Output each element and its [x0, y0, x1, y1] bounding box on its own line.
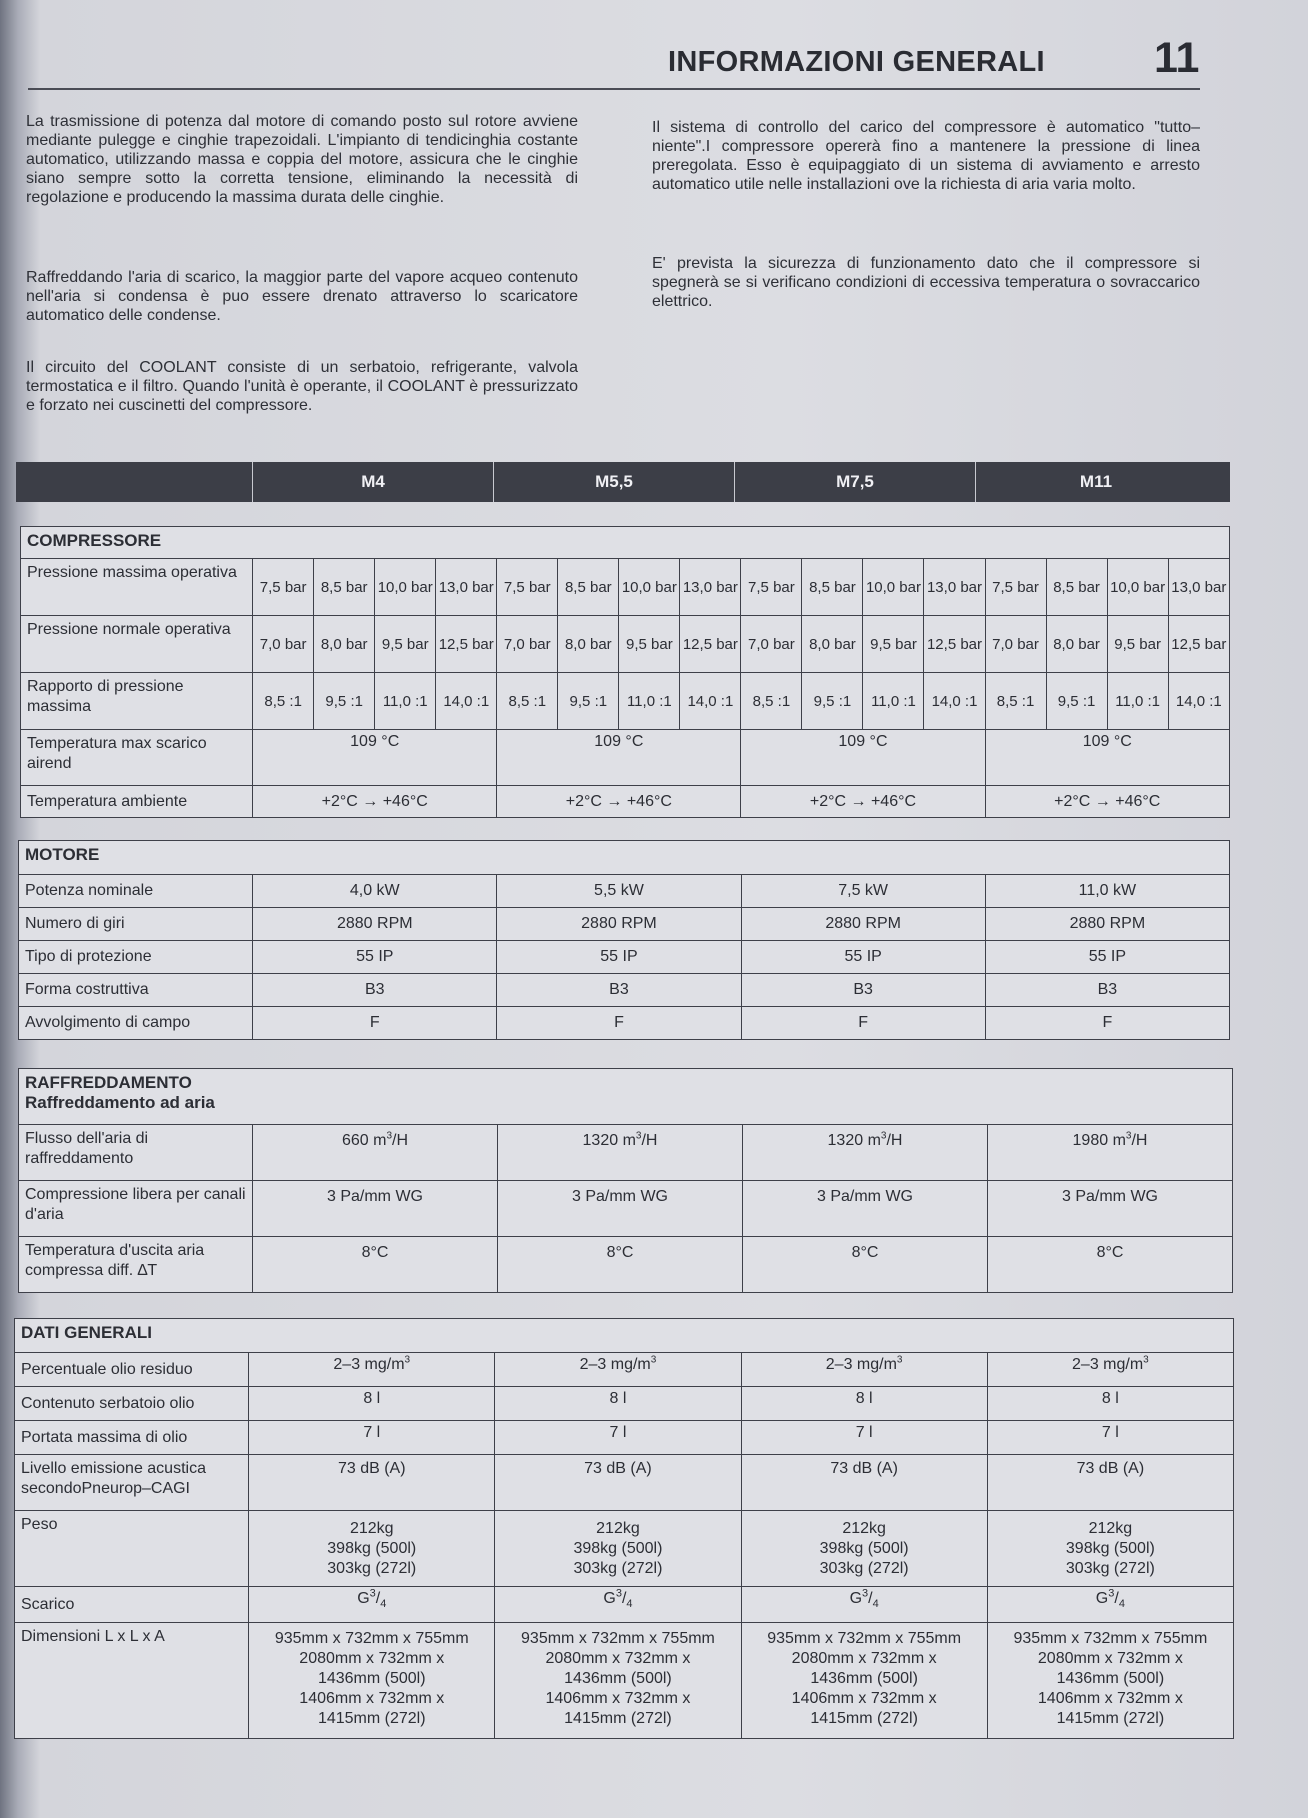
normal-pressure-value: 7,0 bar [253, 616, 314, 673]
pressure-ratio-value: 14,0 :1 [924, 673, 985, 730]
raffreddamento-title: RAFFREDDAMENTO [25, 1073, 192, 1092]
ambient-temp-value: +2°C → +46°C [497, 786, 741, 818]
oil-tank-value: 8 l [987, 1387, 1233, 1421]
raffreddamento-table [18, 1068, 1233, 1293]
oil-flow-value: 7 l [249, 1421, 495, 1455]
oil-flow-value: 7 l [495, 1421, 741, 1455]
dimensions-line: 935mm x 732mm x 755mm [1013, 1630, 1208, 1647]
dimensions-line: 2080mm x 732mm x [1037, 1650, 1183, 1667]
max-pressure-value: 10,0 bar [375, 559, 436, 616]
outlet-value [495, 1587, 741, 1623]
header-rule [28, 88, 1200, 90]
outlet-denominator: 4 [1118, 1598, 1125, 1611]
oil-flow-label: Portata massima di olio [15, 1421, 249, 1455]
airflow-value [253, 1125, 498, 1181]
residual-oil-text: 2–3 mg/m [579, 1356, 651, 1373]
residual-oil-value [495, 1353, 741, 1387]
airflow-value [988, 1125, 1233, 1181]
ambient-temp-label: Temperatura ambiente [21, 786, 253, 818]
dimensions-line: 1415mm (272l) [810, 1710, 918, 1727]
field-winding-label: Avvolgimento di campo [19, 1007, 253, 1040]
max-pressure-value: 7,5 bar [741, 559, 802, 616]
dimensions-line: 935mm x 732mm x 755mm [767, 1630, 962, 1647]
model-m5-5: M5,5 [494, 462, 735, 502]
residual-oil-exponent: 3 [896, 1354, 903, 1366]
weight-line: 212kg [349, 1519, 394, 1537]
field-winding-value: F [985, 1007, 1229, 1040]
page-title: INFORMAZIONI GENERALI [668, 46, 1045, 78]
weight-value [249, 1511, 495, 1587]
residual-oil-text: 2–3 mg/m [1072, 1356, 1144, 1373]
dimensions-value [741, 1623, 987, 1739]
outlet-denominator: 4 [380, 1598, 387, 1611]
protection-type-value: 55 IP [497, 941, 741, 974]
construction-form-value: B3 [741, 974, 985, 1007]
dimensions-label: Dimensioni L x L x A [15, 1623, 249, 1739]
max-pressure-value: 7,5 bar [497, 559, 558, 616]
airflow-value [498, 1125, 743, 1181]
airflow-unit-exponent: 3 [635, 1130, 642, 1142]
dimensions-value [987, 1623, 1233, 1739]
model-m11: M11 [1079, 472, 1113, 491]
dimensions-line: 1406mm x 732mm x [791, 1690, 937, 1707]
paragraph-condensate: Raffreddando l'aria di scarico, la maggior parte del vapore acqueo contenuto nell'aria si condensa è puo essere drenato attraverso lo scaricatore automatico delle condense. [26, 269, 578, 324]
ambient-temp-value: +2°C → +46°C [985, 786, 1229, 818]
protection-type-value: 55 IP [253, 941, 497, 974]
ambient-temp-value: +2°C → +46°C [741, 786, 985, 818]
max-temp-value: 109 °C [985, 730, 1229, 786]
motore-section-title: MOTORE [19, 841, 1230, 875]
oil-tank-value: 8 l [741, 1387, 987, 1421]
max-pressure-value: 13,0 bar [1168, 559, 1229, 616]
airflow-unit-exponent: 3 [1125, 1130, 1132, 1142]
construction-form-label: Forma costruttiva [19, 974, 253, 1007]
pressure-ratio-value: 8,5 :1 [497, 673, 558, 730]
weight-value [987, 1511, 1233, 1587]
normal-pressure-value: 9,5 bar [1107, 616, 1168, 673]
rated-power-label: Potenza nominale [19, 875, 253, 908]
oil-tank-label: Contenuto serbatoio olio [15, 1387, 249, 1421]
normal-pressure-value: 12,5 bar [1168, 616, 1229, 673]
weight-value [741, 1511, 987, 1587]
dimensions-line: 1415mm (272l) [564, 1710, 672, 1727]
outlet-thread: G [357, 1590, 370, 1607]
weight-line: 303kg (272l) [819, 1559, 909, 1577]
dimensions-line: 1436mm (500l) [810, 1670, 918, 1687]
ambient-temp-value: +2°C → +46°C [253, 786, 497, 818]
paragraph-coolant: Il circuito del COOLANT consiste di un serbatoio, refrigerante, valvola termostatica e il filtro. Quando l'unità è operante, il COOLANT è pressurizzato e forzato nei cuscinetti del compressore. [26, 359, 578, 414]
max-pressure-value: 8,5 bar [314, 559, 375, 616]
normal-pressure-value: 8,0 bar [1046, 616, 1107, 673]
residual-oil-exponent: 3 [650, 1354, 657, 1366]
rpm-value: 2880 RPM [253, 908, 497, 941]
max-pressure-value: 8,5 bar [1046, 559, 1107, 616]
normal-pressure-value: 8,0 bar [314, 616, 375, 673]
weight-line: 303kg (272l) [1065, 1559, 1155, 1577]
dimensions-line: 2080mm x 732mm x [791, 1650, 937, 1667]
dati-generali-table [14, 1318, 1234, 1739]
outlet-temp-label: Temperatura d'uscita aria compressa diff. ∆T [19, 1237, 253, 1293]
airflow-unit-suffix: /H [641, 1132, 658, 1149]
normal-pressure-value: 9,5 bar [375, 616, 436, 673]
construction-form-value: B3 [253, 974, 497, 1007]
rpm-value: 2880 RPM [497, 908, 741, 941]
outlet-value [741, 1587, 987, 1623]
residual-oil-exponent: 3 [1143, 1354, 1149, 1366]
dimensions-value [495, 1623, 741, 1739]
airflow-unit-exponent: 3 [386, 1130, 393, 1142]
dimensions-value [249, 1623, 495, 1739]
outlet-fraction-bar: / [621, 1590, 627, 1607]
dimensions-line: 935mm x 732mm x 755mm [274, 1630, 469, 1647]
free-compression-value: 3 Pa/mm WG [498, 1181, 743, 1237]
protection-type-value: 55 IP [741, 941, 985, 974]
weight-line: 398kg (500l) [327, 1539, 417, 1557]
outlet-denominator: 4 [626, 1598, 633, 1611]
normal-pressure-value: 8,0 bar [558, 616, 619, 673]
compressore-table [20, 526, 1230, 818]
pressure-ratio-value: 9,5 :1 [1046, 673, 1107, 730]
airflow-label: Flusso dell'aria di raffreddamento [19, 1125, 253, 1181]
raffreddamento-subtitle: Raffreddamento ad aria [25, 1093, 215, 1112]
oil-tank-value: 8 l [495, 1387, 741, 1421]
airflow-number: 1320 [582, 1132, 619, 1149]
airflow-unit-suffix: /H [392, 1132, 409, 1149]
normal-pressure-value: 7,0 bar [985, 616, 1046, 673]
residual-oil-value [741, 1353, 987, 1387]
max-pressure-value: 10,0 bar [619, 559, 680, 616]
normal-pressure-value: 12,5 bar [924, 616, 985, 673]
weight-line: 398kg (500l) [1065, 1539, 1155, 1557]
max-pressure-value: 8,5 bar [802, 559, 863, 616]
outlet-denominator: 4 [872, 1598, 879, 1611]
outlet-value [987, 1587, 1233, 1623]
dati-generali-section-title: DATI GENERALI [15, 1319, 1234, 1353]
max-pressure-value: 13,0 bar [436, 559, 497, 616]
field-winding-value: F [253, 1007, 497, 1040]
normal-pressure-value: 7,0 bar [741, 616, 802, 673]
weight-line: 398kg (500l) [573, 1539, 663, 1557]
outlet-numerator: 3 [1108, 1587, 1115, 1600]
construction-form-value: B3 [985, 974, 1229, 1007]
max-pressure-value: 13,0 bar [924, 559, 985, 616]
pressure-ratio-value: 14,0 :1 [436, 673, 497, 730]
weight-line: 398kg (500l) [819, 1539, 909, 1557]
airflow-unit-exponent: 3 [880, 1130, 887, 1142]
outlet-fraction-bar: / [375, 1590, 381, 1607]
noise-value: 73 dB (A) [249, 1455, 495, 1511]
dimensions-line: 1415mm (272l) [317, 1710, 426, 1727]
outlet-fraction-bar: / [1114, 1590, 1119, 1607]
max-temp-value: 109 °C [497, 730, 741, 786]
normal-pressure-value: 12,5 bar [436, 616, 497, 673]
weight-line: 303kg (272l) [573, 1559, 663, 1577]
oil-flow-value: 7 l [741, 1421, 987, 1455]
dimensions-line: 1436mm (500l) [564, 1670, 672, 1687]
oil-tank-value: 8 l [249, 1387, 495, 1421]
normal-pressure-label: Pressione normale operativa [21, 616, 253, 673]
noise-value: 73 dB (A) [987, 1455, 1233, 1511]
outlet-thread: G [1095, 1590, 1109, 1607]
rpm-value: 2880 RPM [985, 908, 1229, 941]
max-pressure-value: 13,0 bar [680, 559, 741, 616]
airflow-unit: m [622, 1132, 636, 1149]
compressore-section-title: COMPRESSORE [21, 527, 1230, 559]
noise-value: 73 dB (A) [741, 1455, 987, 1511]
page-number: 11 [1154, 34, 1200, 82]
pressure-ratio-value: 9,5 :1 [558, 673, 619, 730]
normal-pressure-value: 9,5 bar [863, 616, 924, 673]
pressure-ratio-value: 11,0 :1 [1107, 673, 1168, 730]
max-pressure-label: Pressione massima operativa [21, 559, 253, 616]
pressure-ratio-value: 14,0 :1 [1168, 673, 1229, 730]
model-m7-5: M7,5 [735, 462, 976, 502]
rated-power-value: 4,0 kW [253, 875, 497, 908]
noise-label: Livello emissione acustica secondoPneurop–CAGI [15, 1455, 249, 1511]
max-temp-value: 109 °C [741, 730, 985, 786]
residual-oil-text: 2–3 mg/m [333, 1356, 405, 1373]
protection-type-label: Tipo di protezione [19, 941, 253, 974]
dimensions-line: 1406mm x 732mm x [1037, 1690, 1183, 1707]
normal-pressure-value: 9,5 bar [619, 616, 680, 673]
pressure-ratio-value: 14,0 :1 [680, 673, 741, 730]
dimensions-line: 1406mm x 732mm x [299, 1690, 445, 1707]
max-pressure-value: 8,5 bar [558, 559, 619, 616]
max-pressure-value: 10,0 bar [1107, 559, 1168, 616]
max-temp-label: Temperatura max scarico airend [21, 730, 253, 786]
model-bar-spacer [16, 462, 253, 502]
noise-value: 73 dB (A) [495, 1455, 741, 1511]
dimensions-line: 2080mm x 732mm x [299, 1650, 445, 1667]
protection-type-value: 55 IP [985, 941, 1229, 974]
airflow-unit: m [867, 1132, 881, 1149]
weight-value [495, 1511, 741, 1587]
pressure-ratio-value: 9,5 :1 [314, 673, 375, 730]
outlet-numerator: 3 [369, 1587, 376, 1600]
construction-form-value: B3 [497, 974, 741, 1007]
max-temp-value: 109 °C [253, 730, 497, 786]
pressure-ratio-value: 8,5 :1 [985, 673, 1046, 730]
airflow-value [743, 1125, 988, 1181]
model-header-bar [16, 462, 1230, 502]
outlet-fraction-bar: / [868, 1590, 873, 1607]
weight-line: 212kg [596, 1519, 640, 1537]
pressure-ratio-value: 11,0 :1 [619, 673, 680, 730]
dimensions-line: 1436mm (500l) [317, 1670, 426, 1687]
field-winding-value: F [741, 1007, 985, 1040]
airflow-number: 660 [341, 1132, 369, 1149]
outlet-label: Scarico [15, 1587, 249, 1623]
weight-line: 212kg [842, 1519, 886, 1537]
airflow-unit: m [1112, 1132, 1126, 1149]
pressure-ratio-value: 11,0 :1 [375, 673, 436, 730]
weight-line: 303kg (272l) [327, 1559, 417, 1577]
dimensions-line: 1406mm x 732mm x [545, 1690, 691, 1707]
raffreddamento-section-title [19, 1069, 1233, 1125]
motore-table [18, 840, 1230, 1040]
residual-oil-value [987, 1353, 1233, 1387]
pressure-ratio-value: 8,5 :1 [741, 673, 802, 730]
residual-oil-label: Percentuale olio residuo [15, 1353, 249, 1387]
dimensions-line: 935mm x 732mm x 755mm [521, 1630, 715, 1647]
oil-flow-value: 7 l [987, 1421, 1233, 1455]
model-m4: M4 [253, 462, 494, 502]
airflow-number: 1320 [827, 1132, 864, 1149]
pressure-ratio-value: 9,5 :1 [802, 673, 863, 730]
normal-pressure-value: 12,5 bar [680, 616, 741, 673]
rated-power-value: 5,5 kW [497, 875, 741, 908]
residual-oil-text: 2–3 mg/m [825, 1356, 897, 1373]
airflow-number: 1980 [1072, 1132, 1109, 1149]
pressure-ratio-value: 8,5 :1 [253, 673, 314, 730]
outlet-value [249, 1587, 495, 1623]
airflow-unit: m [373, 1132, 387, 1149]
pressure-ratio-label: Rapporto di pressione massima [21, 673, 253, 730]
airflow-unit-suffix: /H [886, 1132, 903, 1149]
max-pressure-value: 7,5 bar [985, 559, 1046, 616]
airflow-unit-suffix: /H [1131, 1132, 1148, 1149]
dimensions-line: 2080mm x 732mm x [545, 1650, 691, 1667]
dimensions-line: 1436mm (500l) [1056, 1670, 1165, 1687]
pressure-ratio-value: 11,0 :1 [863, 673, 924, 730]
max-pressure-value: 10,0 bar [863, 559, 924, 616]
outlet-thread: G [849, 1590, 863, 1607]
rated-power-value: 11,0 kW [985, 875, 1229, 908]
max-pressure-value: 7,5 bar [253, 559, 314, 616]
outlet-temp-value: 8°C [988, 1237, 1233, 1293]
weight-line: 212kg [1088, 1519, 1133, 1537]
free-compression-label: Compressione libera per canali d'aria [19, 1181, 253, 1237]
rated-power-value: 7,5 kW [741, 875, 985, 908]
free-compression-value: 3 Pa/mm WG [988, 1181, 1233, 1237]
normal-pressure-value: 8,0 bar [802, 616, 863, 673]
paragraph-belt-drive: La trasmissione di potenza dal motore di comando posto sul rotore avviene mediante pulegge e cinghie trapezoidali. L'impianto di tendicinghia costante automatico, utilizzando massa e coppia del motore, assicura che le cinghie siano sempre sotto la corretta tensione, eliminando la necessità di regolazione e producendo la massima durata delle cinghie. [26, 113, 578, 206]
outlet-numerator: 3 [862, 1587, 869, 1600]
field-winding-value: F [497, 1007, 741, 1040]
outlet-numerator: 3 [615, 1587, 622, 1600]
outlet-temp-value: 8°C [498, 1237, 743, 1293]
dimensions-line: 1415mm (272l) [1056, 1710, 1165, 1727]
free-compression-value: 3 Pa/mm WG [743, 1181, 988, 1237]
outlet-thread: G [603, 1590, 616, 1607]
rpm-label: Numero di giri [19, 908, 253, 941]
paragraph-load-control: Il sistema di controllo del carico del compressore è automatico "tutto–niente".I compressore opererà fino a mantenere la pressione di linea preregolata. Esso è equipaggiato di un sistema di avviamento e arresto automatico utile nelle installazioni ove la richiesta di aria varia molto. [652, 119, 1200, 193]
free-compression-value: 3 Pa/mm WG [253, 1181, 498, 1237]
rpm-value: 2880 RPM [741, 908, 985, 941]
residual-oil-exponent: 3 [404, 1354, 411, 1366]
normal-pressure-value: 7,0 bar [497, 616, 558, 673]
weight-label: Peso [15, 1511, 249, 1587]
outlet-temp-value: 8°C [253, 1237, 498, 1293]
paragraph-safety: E' prevista la sicurezza di funzionamento dato che il compressore si spegnerà se si verificano condizioni di eccessiva temperatura o sovraccarico elettrico. [652, 255, 1200, 310]
residual-oil-value [249, 1353, 495, 1387]
outlet-temp-value: 8°C [743, 1237, 988, 1293]
